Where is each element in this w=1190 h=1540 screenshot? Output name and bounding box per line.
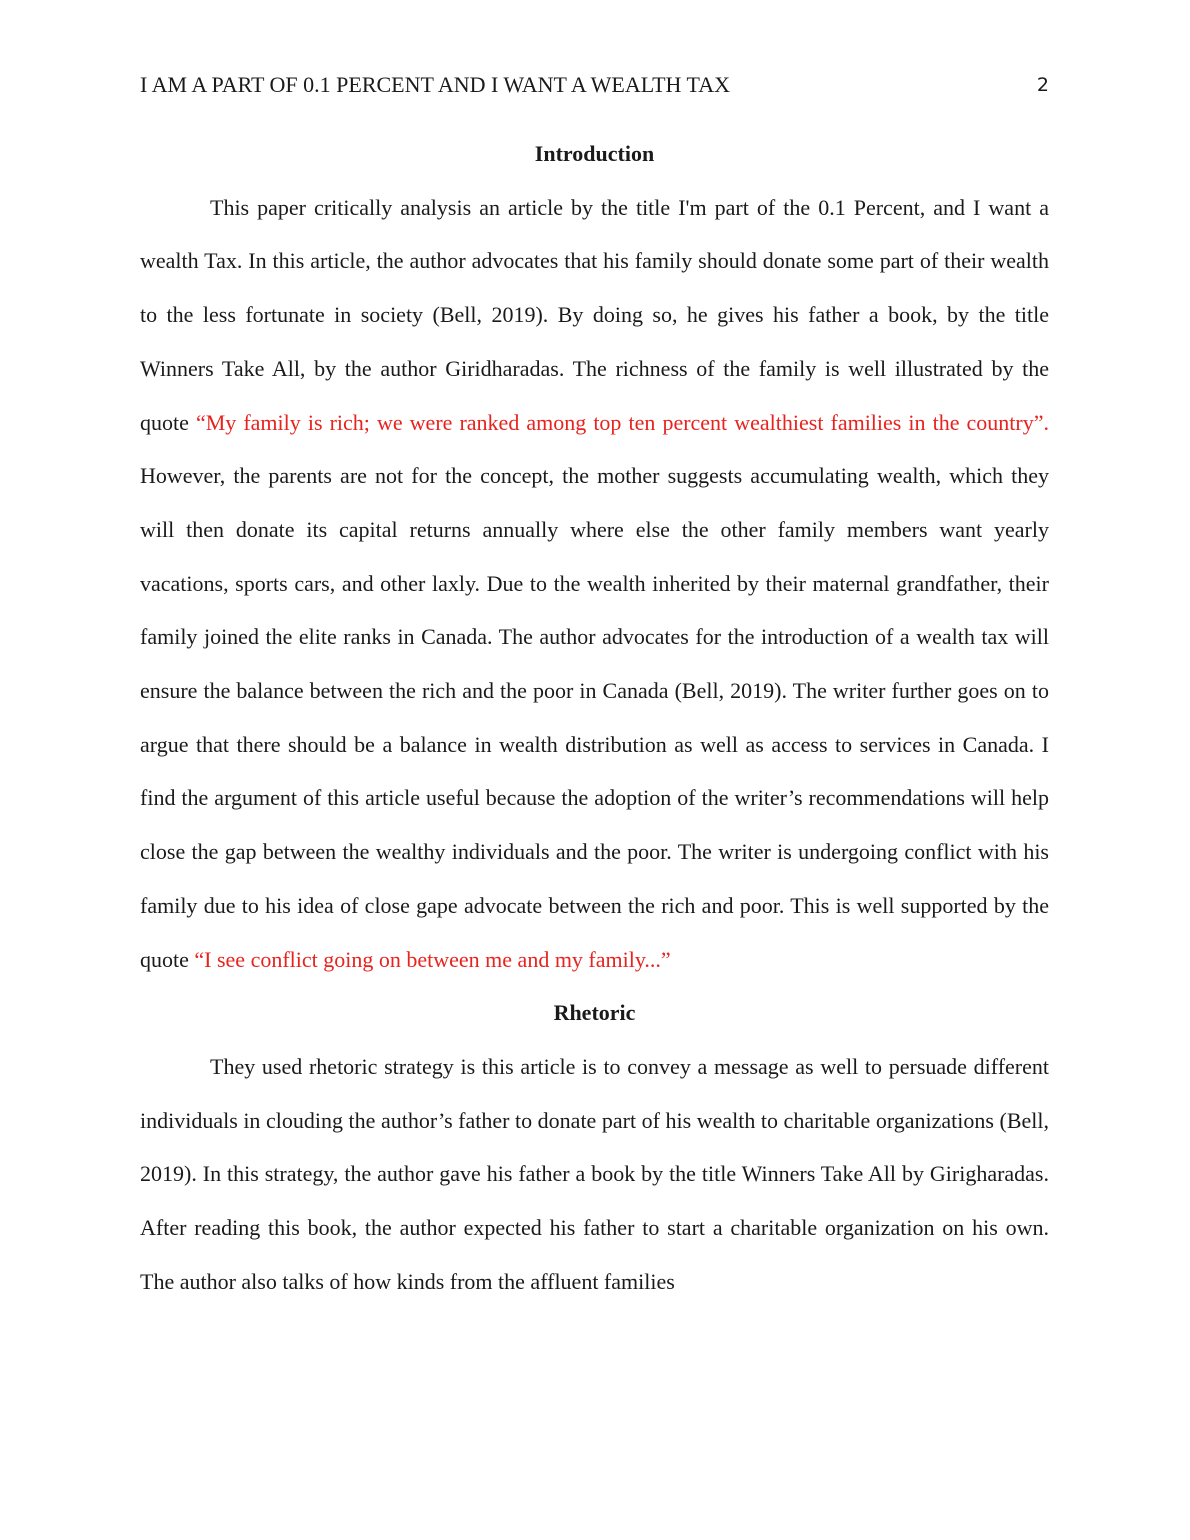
- running-head-title: I AM A PART OF 0.1 PERCENT AND I WANT A WEALTH TAX: [140, 72, 731, 97]
- introduction-paragraph: [140, 181, 1049, 987]
- introduction-text-2: However, the parents are not for the concept, the mother suggests accumulating wealth, which they will then donate its capital returns annually where else the other family members want yearly vacations, sports cars, and other laxly. Due to the wealth inherited by their maternal grandfather, their family joined the elite ranks in Canada. The author advocates for the introduction of a wealth tax will ensure the balance between the rich and the poor in Canada (Bell, 2019). The writer further goes on to argue that there should be a balance in wealth distribution as well as access to services in Canada. I find the argument of this article useful because the adoption of the writer’s recommendations will help close the gap between the wealthy individuals and the poor. The writer is undergoing conflict with his family due to his idea of close gape advocate between the rich and poor. This is well supported by the quote: [140, 463, 1049, 972]
- introduction-text-1: This paper critically analysis an article by the title I'm part of the 0.1 Percent, and I want a wealth Tax. In this article, the author advocates that his family should donate some part of their wealth to the less fortunate in society (Bell, 2019). By doing so, he gives his father a book, by the title Winners Take All, by the author Giridharadas. The richness of the family is well illustrated by the quote: [140, 194, 1049, 435]
- conflict-quote: “I see conflict going on between me and my family...”: [194, 946, 671, 972]
- family-rich-quote: “My family is rich; we were ranked among top ten percent wealthiest families in the country”.: [195, 409, 1049, 435]
- running-head: [140, 70, 1050, 100]
- page-number: 2: [1036, 74, 1049, 96]
- document-body: [140, 127, 1049, 1308]
- introduction-heading: Introduction: [534, 141, 655, 166]
- rhetoric-text: They used rhetoric strategy is this article is to convey a message as well to persuade different individuals in clouding the author’s father to donate part of his wealth to charitable organizations (Bell, 2019). In this strategy, the author gave his father a book by the title Winners Take All by Girigharadas. After reading this book, the author expected his father to start a charitable organization on his own. The author also talks of how kinds from the affluent families: [140, 1053, 1049, 1294]
- rhetoric-paragraph: [140, 1040, 1049, 1309]
- rhetoric-heading: Rhetoric: [553, 1000, 636, 1026]
